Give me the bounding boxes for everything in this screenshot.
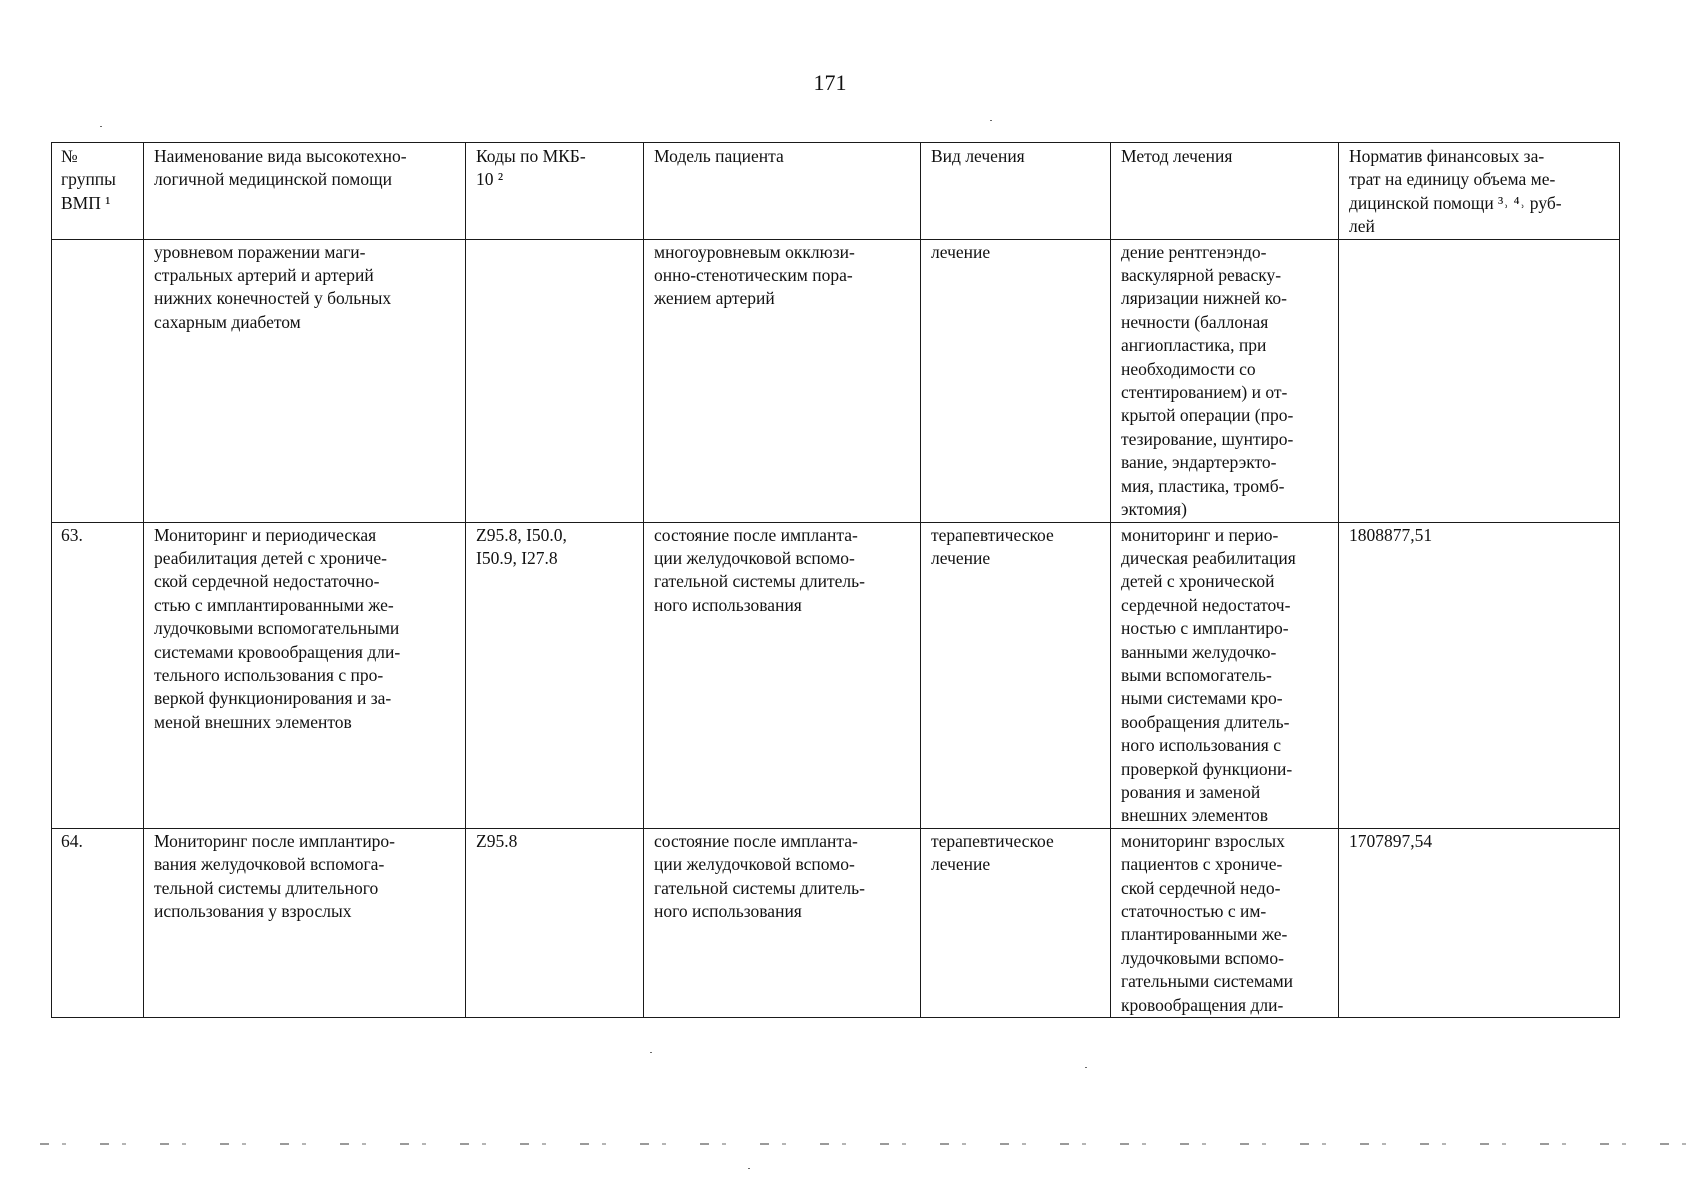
cell-financial-norm <box>1339 239 1620 522</box>
vmp-table <box>51 142 1620 1018</box>
cell-vmp-name: Мониторинг и периодическая реабилитация детей с хрониче- ской сердечной недостаточно- стью с имплантированными же- лудочковыми вспомогательными системами кровообращения дли- тельного использования с про- веркой функционирования и за- меной внешних элементов <box>144 522 466 828</box>
scan-speck <box>100 126 102 127</box>
page-number: 171 <box>813 70 847 95</box>
table-row <box>52 239 1620 522</box>
cell-patient-model: состояние после импланта- ции желудочковой вспомо- гательной системы длитель- ного использования <box>644 828 921 1017</box>
table-header-row <box>52 143 1620 240</box>
header-patient-model: Модель пациента <box>644 143 921 240</box>
cell-icd-codes: Z95.8, I50.0, I50.9, I27.8 <box>466 522 644 828</box>
scan-speck <box>748 1168 750 1169</box>
cell-treatment-method: мониторинг взрослых пациентов с хрониче- ской сердечной недо- статочностью с им- плантированными же- лудочковыми вспомо- гательными системами кровообращения дли- <box>1111 828 1339 1017</box>
scan-speck <box>650 1052 652 1053</box>
cell-icd-codes <box>466 239 644 522</box>
header-treatment-type: Вид лечения <box>921 143 1111 240</box>
cell-treatment-method: дение рентгенэндо- васкулярной реваску- ляризации нижней ко- нечности (баллоная ангиопластика, при необходимости со стентированием) и от- крытой операции (про- тезирование, шунтиро- вание, эндартерэкто- мия, пластика, тромб- эктомия) <box>1111 239 1339 522</box>
cell-financial-norm: 1808877,51 <box>1339 522 1620 828</box>
cell-icd-codes: Z95.8 <box>466 828 644 1017</box>
cell-financial-norm: 1707897,54 <box>1339 828 1620 1017</box>
cell-group-number: 63. <box>52 522 144 828</box>
cell-vmp-name: уровневом поражении маги- стральных артерий и артерий нижних конечностей у больных сахарным диабетом <box>144 239 466 522</box>
scan-speck <box>1085 1067 1087 1068</box>
scan-speck <box>990 120 992 121</box>
cell-group-number: 64. <box>52 828 144 1017</box>
header-financial-norm: Норматив финансовых за- трат на единицу объема ме- дицинской помощи ³˒ ⁴˒ руб- лей <box>1339 143 1620 240</box>
cell-group-number <box>52 239 144 522</box>
header-group-number: № группы ВМП ¹ <box>52 143 144 240</box>
cell-patient-model: состояние после импланта- ции желудочковой вспомо- гательной системы длитель- ного использования <box>644 522 921 828</box>
header-vmp-name: Наименование вида высокотехно- логичной медицинской помощи <box>144 143 466 240</box>
cell-treatment-method: мониторинг и перио- дическая реабилитация детей с хронической сердечной недостаточ- ностью с имплантиро- ванными желудочко- выми вспомогатель- ными системами кро- вообращения длитель- ного использования с проверкой функциони- рования и заменой внешних элементов <box>1111 522 1339 828</box>
table-row <box>52 522 1620 828</box>
cell-treatment-type: терапевтическое лечение <box>921 828 1111 1017</box>
cell-treatment-type: лечение <box>921 239 1111 522</box>
cell-vmp-name: Мониторинг после имплантиро- вания желудочковой вспомога- тельной системы длительного использования у взрослых <box>144 828 466 1017</box>
header-treatment-method: Метод лечения <box>1111 143 1339 240</box>
scan-artifact-line <box>40 1143 1690 1145</box>
header-icd-codes: Коды по МКБ- 10 ² <box>466 143 644 240</box>
cell-patient-model: многоуровневым окклюзи- онно-стенотическим пора- жением артерий <box>644 239 921 522</box>
table-row <box>52 828 1620 1017</box>
cell-treatment-type: терапевтическое лечение <box>921 522 1111 828</box>
